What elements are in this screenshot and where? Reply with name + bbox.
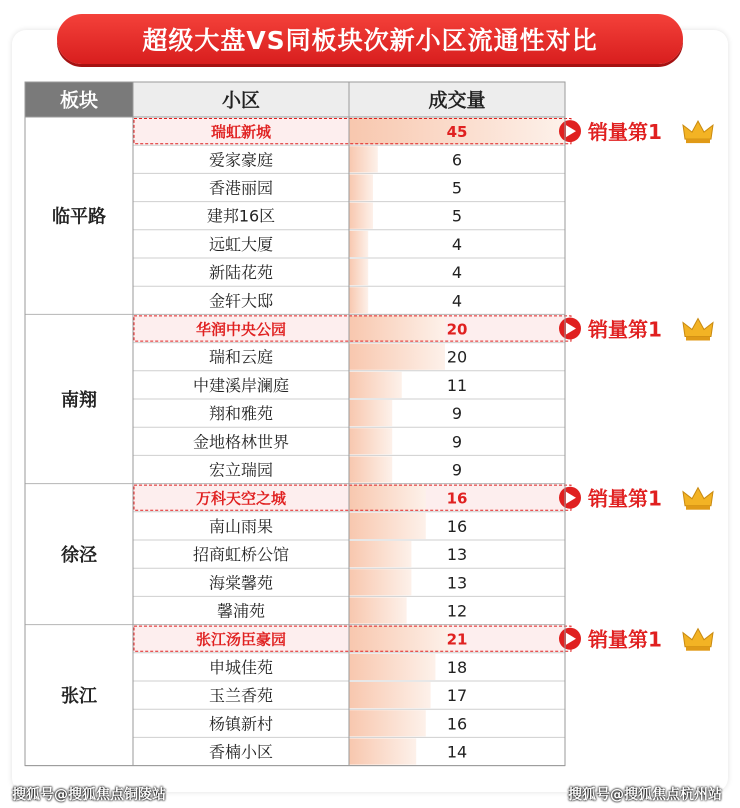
community-name: 宏立瑞园 bbox=[208, 460, 274, 480]
community-name: 南山雨果 bbox=[208, 516, 274, 536]
data-bar bbox=[349, 682, 431, 708]
community-name: 建邦16区 bbox=[206, 206, 276, 226]
volume-label: 17 bbox=[446, 686, 468, 706]
community-name: 香楠小区 bbox=[208, 742, 274, 762]
community-name: 新陆花苑 bbox=[208, 263, 274, 283]
community-name: 海棠馨苑 bbox=[208, 573, 274, 593]
community-name: 爱家豪庭 bbox=[208, 150, 274, 170]
top-seller-badge: 销量第1 bbox=[588, 317, 662, 342]
community-name: 香港丽园 bbox=[208, 178, 274, 198]
crown-icon bbox=[683, 629, 713, 647]
data-bar bbox=[349, 456, 392, 482]
data-bar bbox=[349, 146, 378, 172]
block-name: 南翔 bbox=[61, 390, 97, 411]
data-bar-top bbox=[349, 626, 450, 652]
data-bar bbox=[349, 259, 368, 285]
watermark-left: 搜狐号@搜狐焦点铜陵站 bbox=[12, 787, 166, 803]
community-name: 瑞和云庭 bbox=[208, 347, 274, 367]
data-bar bbox=[349, 287, 368, 313]
community-name: 招商虹桥公馆 bbox=[192, 545, 290, 565]
volume-label: 12 bbox=[446, 601, 468, 621]
volume-label: 45 bbox=[446, 123, 468, 142]
crown-base bbox=[686, 337, 710, 341]
top-seller-badge: 销量第1 bbox=[588, 120, 662, 145]
community-name: 金轩大邸 bbox=[208, 291, 274, 311]
crown-base bbox=[686, 647, 710, 651]
volume-label: 4 bbox=[451, 263, 463, 283]
data-bar bbox=[349, 372, 402, 398]
volume-label: 21 bbox=[446, 630, 468, 649]
data-bar bbox=[349, 203, 373, 229]
volume-label: 20 bbox=[446, 347, 468, 367]
community-name: 馨浦苑 bbox=[216, 601, 266, 621]
community-name: 翔和雅苑 bbox=[208, 404, 274, 424]
community-name: 华润中央公园 bbox=[195, 320, 287, 339]
volume-label: 13 bbox=[446, 573, 468, 593]
block-name: 徐泾 bbox=[61, 545, 97, 567]
chart-title: 超级大盘VS同板块次新小区流通性对比 bbox=[57, 14, 683, 64]
volume-label: 13 bbox=[446, 545, 468, 565]
volume-label: 18 bbox=[446, 657, 468, 677]
block-name: 张江 bbox=[61, 686, 97, 708]
data-bar bbox=[349, 597, 407, 623]
volume-label: 5 bbox=[451, 206, 463, 226]
volume-label: 5 bbox=[451, 178, 463, 198]
community-name: 张江汤臣豪园 bbox=[195, 630, 287, 649]
data-bar bbox=[349, 513, 426, 539]
data-bar bbox=[349, 654, 435, 680]
volume-label: 16 bbox=[446, 516, 468, 536]
crown-icon bbox=[683, 319, 713, 337]
community-name: 金地格林世界 bbox=[192, 432, 290, 452]
column-header: 小区 bbox=[221, 89, 261, 112]
data-bar bbox=[349, 710, 426, 736]
data-bar-top bbox=[349, 315, 445, 341]
community-name: 中建溪岸澜庭 bbox=[192, 375, 290, 395]
crown-base bbox=[686, 506, 710, 510]
data-bar bbox=[349, 231, 368, 257]
data-bar bbox=[349, 344, 445, 370]
volume-label: 16 bbox=[446, 714, 468, 734]
data-bar bbox=[349, 428, 392, 454]
block-name: 临平路 bbox=[52, 206, 106, 228]
crown-icon bbox=[683, 488, 713, 506]
column-header: 成交量 bbox=[428, 89, 486, 112]
community-name: 杨镇新村 bbox=[208, 714, 274, 734]
volume-label: 20 bbox=[446, 320, 468, 339]
top-seller-badge: 销量第1 bbox=[588, 486, 662, 511]
volume-label: 14 bbox=[446, 742, 468, 762]
data-bar bbox=[349, 569, 411, 595]
table-border bbox=[25, 82, 565, 766]
volume-label: 9 bbox=[451, 460, 463, 480]
top-seller-badge: 销量第1 bbox=[588, 627, 662, 652]
community-name: 申城佳苑 bbox=[208, 657, 274, 677]
data-bar bbox=[349, 400, 392, 426]
community-name: 玉兰香苑 bbox=[208, 686, 274, 706]
data-bar bbox=[349, 738, 416, 764]
data-bar bbox=[349, 174, 373, 200]
data-bar bbox=[349, 541, 411, 567]
volume-label: 9 bbox=[451, 432, 463, 452]
community-name: 万科天空之城 bbox=[195, 489, 287, 508]
volume-label: 4 bbox=[451, 234, 463, 254]
volume-label: 16 bbox=[446, 489, 468, 508]
volume-label: 4 bbox=[451, 291, 463, 311]
volume-label: 9 bbox=[451, 404, 463, 424]
crown-base bbox=[686, 139, 710, 143]
community-name: 远虹大厦 bbox=[208, 234, 274, 254]
community-name: 瑞虹新城 bbox=[210, 123, 272, 142]
volume-label: 6 bbox=[451, 150, 463, 170]
volume-label: 11 bbox=[446, 375, 468, 395]
watermark-right: 搜狐号@搜狐焦点杭州站 bbox=[568, 787, 722, 803]
data-bar-top bbox=[349, 485, 426, 511]
column-header: 板块 bbox=[59, 89, 99, 112]
crown-icon bbox=[683, 121, 713, 139]
